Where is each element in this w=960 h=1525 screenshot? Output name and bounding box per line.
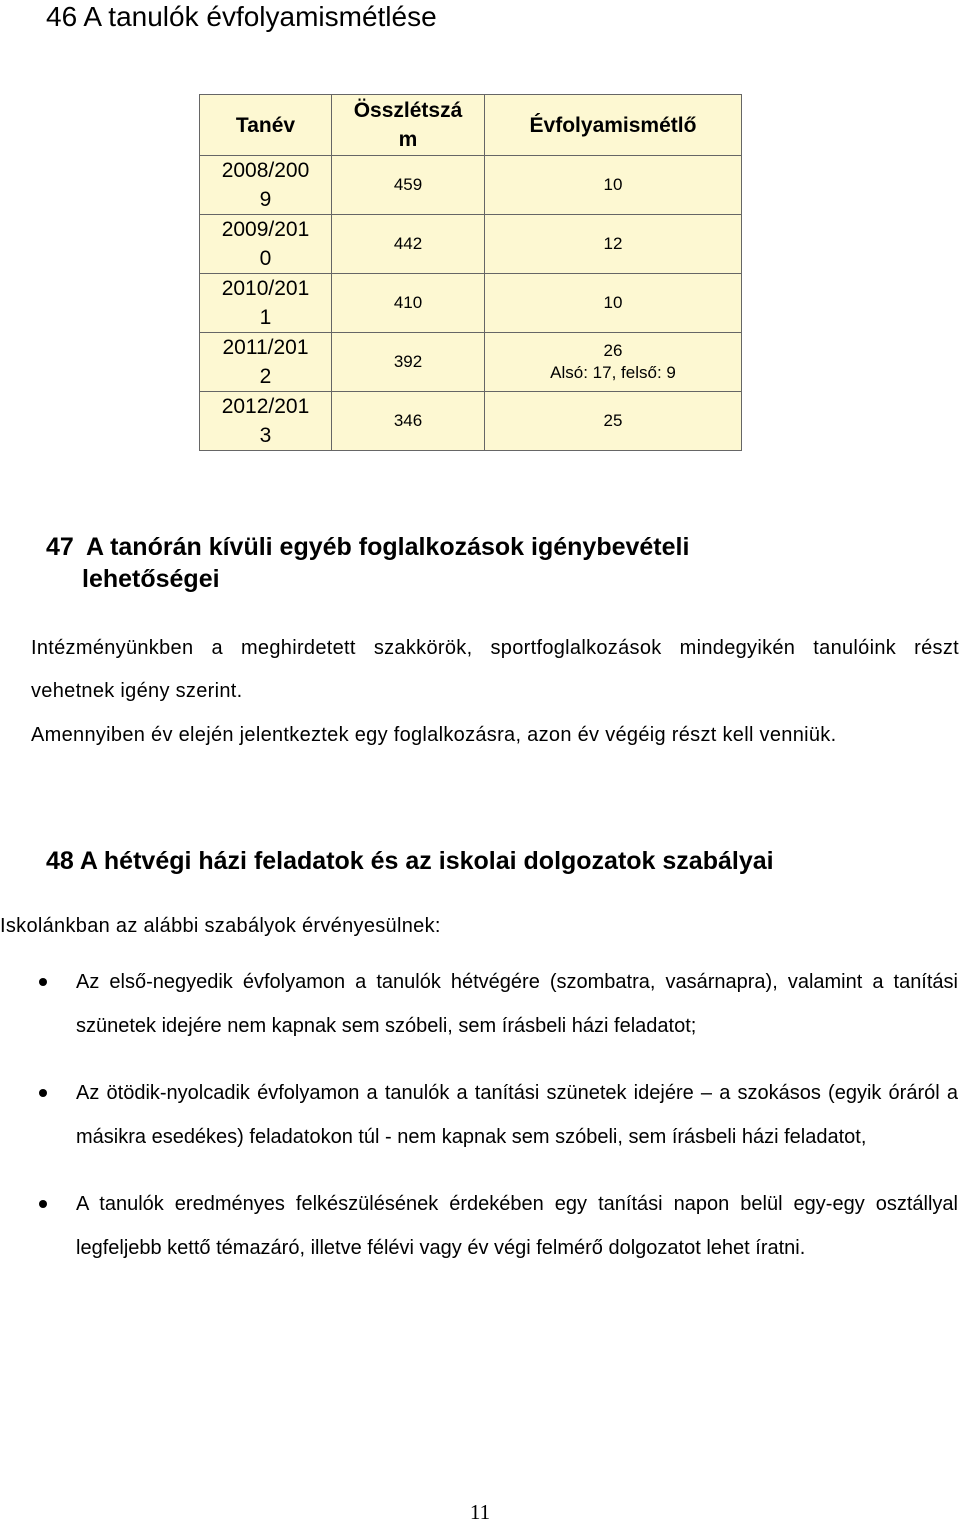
header-repeaters: Évfolyamismétlő	[485, 95, 742, 156]
page-number: 11	[469, 1500, 491, 1524]
table-row	[200, 215, 742, 274]
cell-year: 2011/201 2	[200, 333, 332, 392]
bullet-icon	[39, 1200, 47, 1208]
cell-total: 346	[332, 392, 485, 451]
cell-total: 442	[332, 215, 485, 274]
cell-repeaters: 25	[485, 392, 742, 451]
header-total-line1: Összlétszá	[353, 99, 463, 122]
cell-year: 2008/200 9	[200, 156, 332, 215]
section-48-title: A hétvégi házi feladatok és az iskolai dolgozatok szabályai	[79, 847, 774, 875]
cell-repeaters: 10	[485, 274, 742, 333]
repeaters-note: Alsó: 17, felső: 9	[550, 363, 676, 382]
bullet-icon	[39, 978, 47, 986]
cell-year: 2009/201 0	[200, 215, 332, 274]
section-48-number: 48	[46, 847, 74, 875]
paragraph-activities: Intézményünkben a meghirdetett szakkörök, sportfoglalkozások mindegyikén tanulóink részt vehetnek igény szerint.	[31, 637, 959, 702]
list-item-text: Az ötödik-nyolcadik évfolyamon a tanulók a tanítási szünetek idejére – a szokásos (egyik óráról a másikra esedékes) feladatokon túl - nem kapnak sem szóbeli, sem írásbeli házi feladatot,	[76, 1082, 958, 1148]
header-year: Tanév	[200, 95, 332, 156]
list-item-text: A tanulók eredményes felkészülésének érdekében egy tanítási napon belül egy-egy osztállyal legfeljebb kettő témazáró, illetve félévi vagy év végi felmérő dolgozatot lehet íratni.	[76, 1193, 958, 1259]
section-46-title: A tanulók évfolyamismétlése	[83, 1, 437, 32]
section-46-heading	[46, 0, 437, 34]
table-row	[200, 392, 742, 451]
header-total-line2: m	[398, 128, 418, 151]
cell-repeaters: 12	[485, 215, 742, 274]
section-47-title-line2: lehetőségei	[82, 565, 220, 593]
cell-total: 392	[332, 333, 485, 392]
section-47-number: 47	[46, 533, 74, 561]
rules-intro: Iskolánkban az alábbi szabályok érvényesülnek:	[0, 915, 441, 937]
list-item	[0, 960, 960, 1048]
list-item	[0, 1182, 960, 1270]
cell-year: 2010/201 1	[200, 274, 332, 333]
table-row	[200, 274, 742, 333]
cell-repeaters: 10	[485, 156, 742, 215]
cell-total: 410	[332, 274, 485, 333]
list-item-text: Az első-negyedik évfolyamon a tanulók hétvégére (szombatra, vasárnapra), valamint a tanítási szünetek idejére nem kapnak sem szóbeli, sem írásbeli házi feladatot;	[76, 971, 958, 1037]
header-total	[332, 95, 485, 156]
table-header-row	[200, 95, 742, 156]
section-47-heading	[46, 531, 926, 595]
section-46-number: 46	[46, 1, 78, 32]
section-47-title-line1: A tanórán kívüli egyéb foglalkozások igénybevételi	[86, 533, 690, 561]
cell-repeaters	[485, 333, 742, 392]
list-item	[0, 1071, 960, 1159]
rules-list	[0, 960, 960, 1270]
repeaters-table	[199, 94, 742, 451]
bullet-icon	[39, 1089, 47, 1097]
table-row	[200, 333, 742, 392]
cell-year: 2012/201 3	[200, 392, 332, 451]
section-48-heading	[46, 844, 774, 878]
paragraph-attendance: Amennyiben év elején jelentkeztek egy foglalkozásra, azon év végéig részt kell venniük.	[31, 724, 837, 746]
cell-total: 459	[332, 156, 485, 215]
repeaters-value: 26	[603, 341, 623, 360]
table-row	[200, 156, 742, 215]
